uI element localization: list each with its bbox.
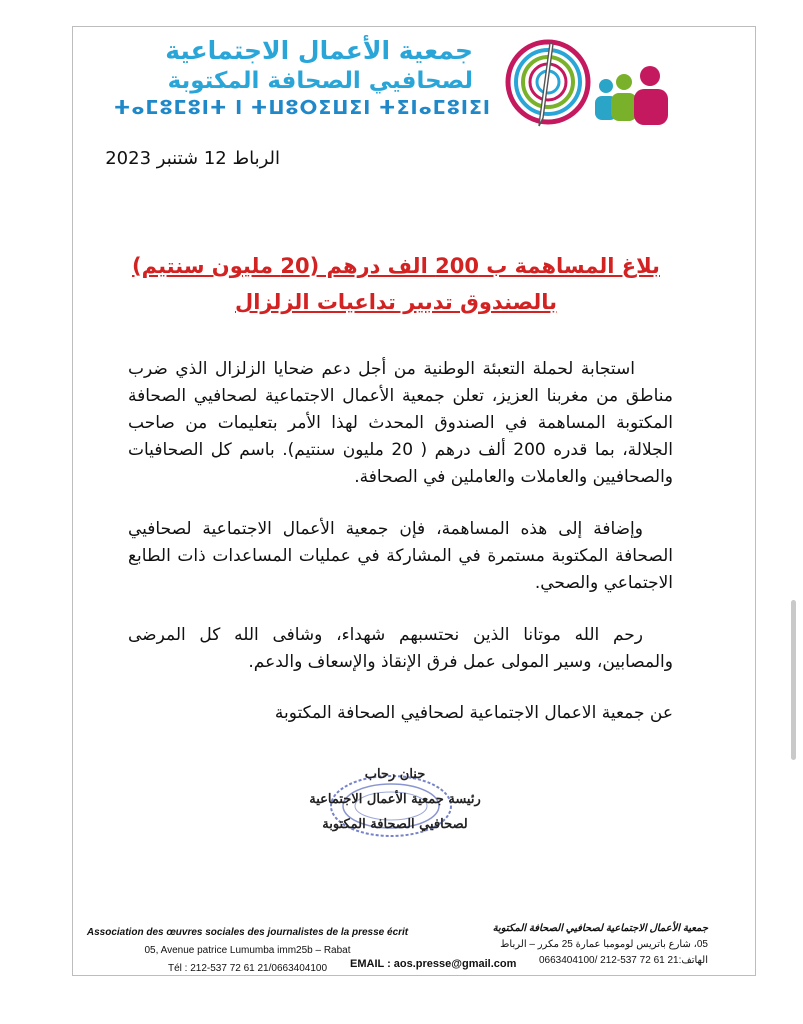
footer-fr-address: 05, Avenue patrice Lumumba imm25b – Rabat	[144, 945, 351, 956]
paragraph-2: وإضافة إلى هذه المساهمة، فإن جمعية الأعمال الاجتماعية لصحافيي الصحافة المكتوبة مستمرة في المشاركة في عمليات المساعدات ذات الطابع الاجتماعي والصحي.	[128, 519, 673, 593]
paragraph-1: استجابة لحملة التعبئة الوطنية من أجل دعم ضحايا الزلزال الذي ضرب مناطق من مغربنا العزيز، تعلن جمعية الأعمال الاجتماعية لصحافيي الصحافة المكتوبة المساهمة في الصندوق المحدث لهذا الأمر بتعليمات من صاحب الجلالة، بما قدره 200 ألف درهم ( 20 مليون سنتيم). باسم كل الصحافيات والصحافيين والعاملات والعاملين في الصحافة.	[128, 359, 673, 487]
footer-fr-name: Association des œuvres sociales des journalistes de la presse écrit	[86, 927, 409, 938]
organization-name-arabic	[165, 36, 473, 96]
footer-email: EMAIL : aos.presse@gmail.com	[350, 958, 517, 970]
signatory-role-line1: رئيسة جمعية الأعمال الاجتماعية	[309, 792, 481, 807]
document-date: الرباط 12 شتنبر 2023	[105, 148, 280, 169]
org-name-line2: لصحافيي الصحافة المكتوبة	[167, 68, 473, 94]
paragraph-3: رحم الله موتانا الذين نحتسبهم شهداء، وشافى الله كل المرضى والمصابين، وسير المولى عمل فرق الإنقاذ والإسعاف والدعم.	[128, 625, 673, 672]
signature-block	[300, 762, 490, 837]
footer-ar-tel: الهاتف:21 61 72 537-212 /0663404100	[538, 955, 708, 966]
scrollbar-thumb[interactable]	[791, 600, 796, 760]
document-title: بلاغ المساهمة ب 200 الف درهم (20 مليون سنتيم) بالصندوق تدبير تداعيات الزلزال	[132, 254, 660, 314]
signatory-name: حنان رحاب	[364, 767, 426, 782]
footer-ar-name: جمعية الأعمال الاجتماعية لصحافيي الصحافة المكتوبة	[492, 923, 708, 934]
concentric-rings-logo-icon	[498, 36, 670, 132]
organization-name-tifinagh: ⵜⴰⵎⵓⵎⵓⵏⵜ ⵏ ⵜⵡⵓⵔⵉⵡⵉⵏ ⵜⵉⵏⴰⵎⵓⵏⵉⵏ	[113, 97, 491, 119]
org-name-line1: جمعية الأعمال الاجتماعية	[165, 36, 473, 65]
footer-fr-tel: Tél : 212-537 72 61 21/0663404100	[167, 963, 328, 974]
footer-ar-address: 05، شارع باتريس لومومبا عمارة 25 مكرر – الرباط	[500, 939, 708, 950]
signatory-role-line2: لصحافيي الصحافة المكتوبة	[322, 817, 468, 832]
closing-line: عن جمعية الاعمال الاجتماعية لصحافيي الصحافة المكتوبة	[274, 703, 673, 723]
